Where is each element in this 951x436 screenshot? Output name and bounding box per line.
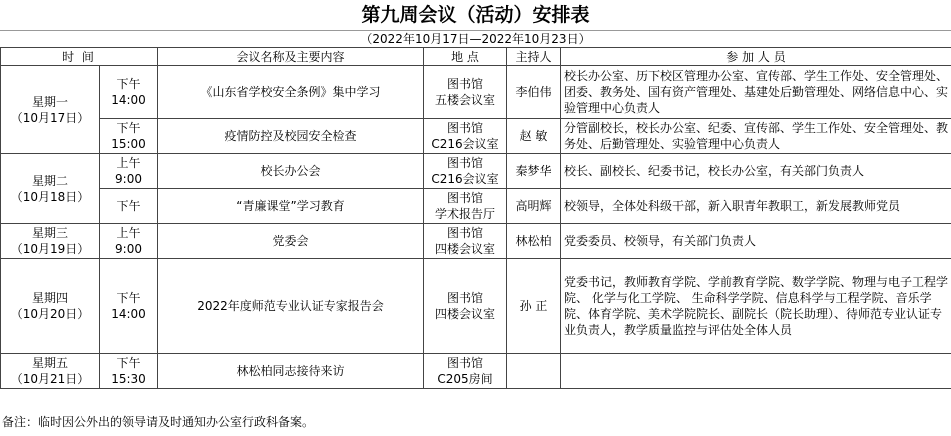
header-attendees: 参 加 人 员 [561,48,951,66]
place-room: 五楼会议室 [435,93,496,107]
day-cell [1,66,100,154]
table-row [1,154,951,189]
attendees-cell: 校长、副校长、纪委书记，校长办公室，有关部门负责人 [561,154,951,189]
host-cell: 秦梦华 [507,154,561,189]
day-cell [1,354,100,389]
day-cell [1,224,100,259]
header-time: 时 间 [1,48,158,66]
place-cell [424,354,507,389]
table-row [1,354,951,389]
attendees-cell: 校领导，全体处科级干部，新入职青年教职工，新发展教师党员 [561,189,951,224]
place-room: 四楼会议室 [435,242,496,256]
day-date: （10月19日） [10,242,90,256]
table-row [1,66,951,119]
place-cell [424,66,507,119]
attendees-cell: 党委委员、校领导，有关部门负责人 [561,224,951,259]
place-building: 图书馆 [447,226,484,240]
place-cell [424,154,507,189]
content-cell: 疫情防控及校园安全检查 [158,119,424,154]
day-name: 星期二 [31,173,68,188]
day-name: 星期一 [31,94,68,109]
table-row [1,224,951,259]
time-cell [100,189,158,224]
content-cell: 党委会 [158,224,424,259]
time-period: 下午 [116,77,141,91]
content-cell: 林松柏同志接待来访 [158,354,424,389]
place-building: 图书馆 [447,77,484,91]
time-value: 9:00 [115,172,142,186]
attendees-cell: 党委书记，教师教育学院、学前教育学院、数学学院、物理与电子工程学院、 化学与化工学院、 生命科学学院、信息科学与工程学院、音乐学院、体育学院、美术学院院长、副院长（院长助理）、待师范专业认证专业负责人，教学质量监控与评估处全体人员 [561,259,951,354]
content-cell: 《山东省学校安全条例》集中学习 [158,66,424,119]
time-cell [100,66,158,119]
time-value: 15:30 [111,372,146,386]
host-cell: 高明辉 [507,189,561,224]
time-period: 下午 [116,356,141,370]
place-cell [424,189,507,224]
header-content: 会议名称及主要内容 [158,48,424,66]
page-title: 第九周会议（活动）安排表 [361,4,590,26]
host-cell: 林松柏 [507,224,561,259]
place-building: 图书馆 [447,191,484,205]
time-period: 下午 [116,199,141,213]
time-cell [100,354,158,389]
content-cell: 校长办公会 [158,154,424,189]
time-cell [100,119,158,154]
time-cell [100,224,158,259]
host-cell: 赵 敏 [507,119,561,154]
time-value: 9:00 [115,242,142,256]
place-room: 四楼会议室 [435,307,496,321]
time-value: 14:00 [111,307,146,321]
place-room: 学术报告厅 [435,207,496,221]
content-cell: “青廉课堂”学习教育 [158,189,424,224]
day-cell [1,154,100,224]
schedule-table [0,47,951,389]
place-cell [424,259,507,354]
place-room: C216会议室 [431,137,499,151]
place-building: 图书馆 [447,156,484,170]
day-date: （10月18日） [10,189,90,204]
day-date: （10月17日） [10,110,90,125]
time-period: 下午 [116,121,141,135]
table-row [1,189,951,224]
place-room: C216会议室 [431,172,499,186]
footnote: 备注：临时因公外出的领导请及时通知办公室行政科备案。 [2,415,315,429]
attendees-cell: 分管副校长，校长办公室、纪委、宣传部、学生工作处、安全管理处、教务处、后勤管理处、实验管理中心负责人 [561,119,951,154]
day-name: 星期五 [31,356,68,370]
time-value: 14:00 [111,93,146,107]
host-cell [507,354,561,389]
time-cell [100,259,158,354]
header-host: 主持人 [507,48,561,66]
day-date: （10月21日） [10,372,90,386]
table-row [1,119,951,154]
time-cell [100,154,158,189]
place-building: 图书馆 [447,121,484,135]
place-cell [424,119,507,154]
day-name: 星期三 [31,226,68,240]
place-room: C205房间 [437,372,493,386]
place-building: 图书馆 [447,291,484,305]
table-row [1,259,951,354]
time-period: 下午 [116,291,141,305]
time-period: 上午 [116,226,141,240]
place-building: 图书馆 [447,356,484,370]
attendees-cell: 校长办公室、历下校区管理办公室、宣传部、学生工作处、安全管理处、团委、教务处、国有资产管理处、基建处后勤管理处、网络信息中心、实验管理中心负责人 [561,66,951,119]
header-place: 地 点 [424,48,507,66]
day-cell [1,259,100,354]
host-cell: 李伯伟 [507,66,561,119]
date-range: （2022年10月17日—2022年10月23日） [0,30,951,48]
time-value: 15:00 [111,137,146,151]
day-name: 星期四 [31,291,68,305]
host-cell: 孙 正 [507,259,561,354]
content-cell: 2022年度师范专业认证专家报告会 [158,259,424,354]
time-period: 上午 [116,156,141,170]
header-row [1,48,951,66]
place-cell [424,224,507,259]
day-date: （10月20日） [10,307,90,321]
attendees-cell [561,354,951,389]
